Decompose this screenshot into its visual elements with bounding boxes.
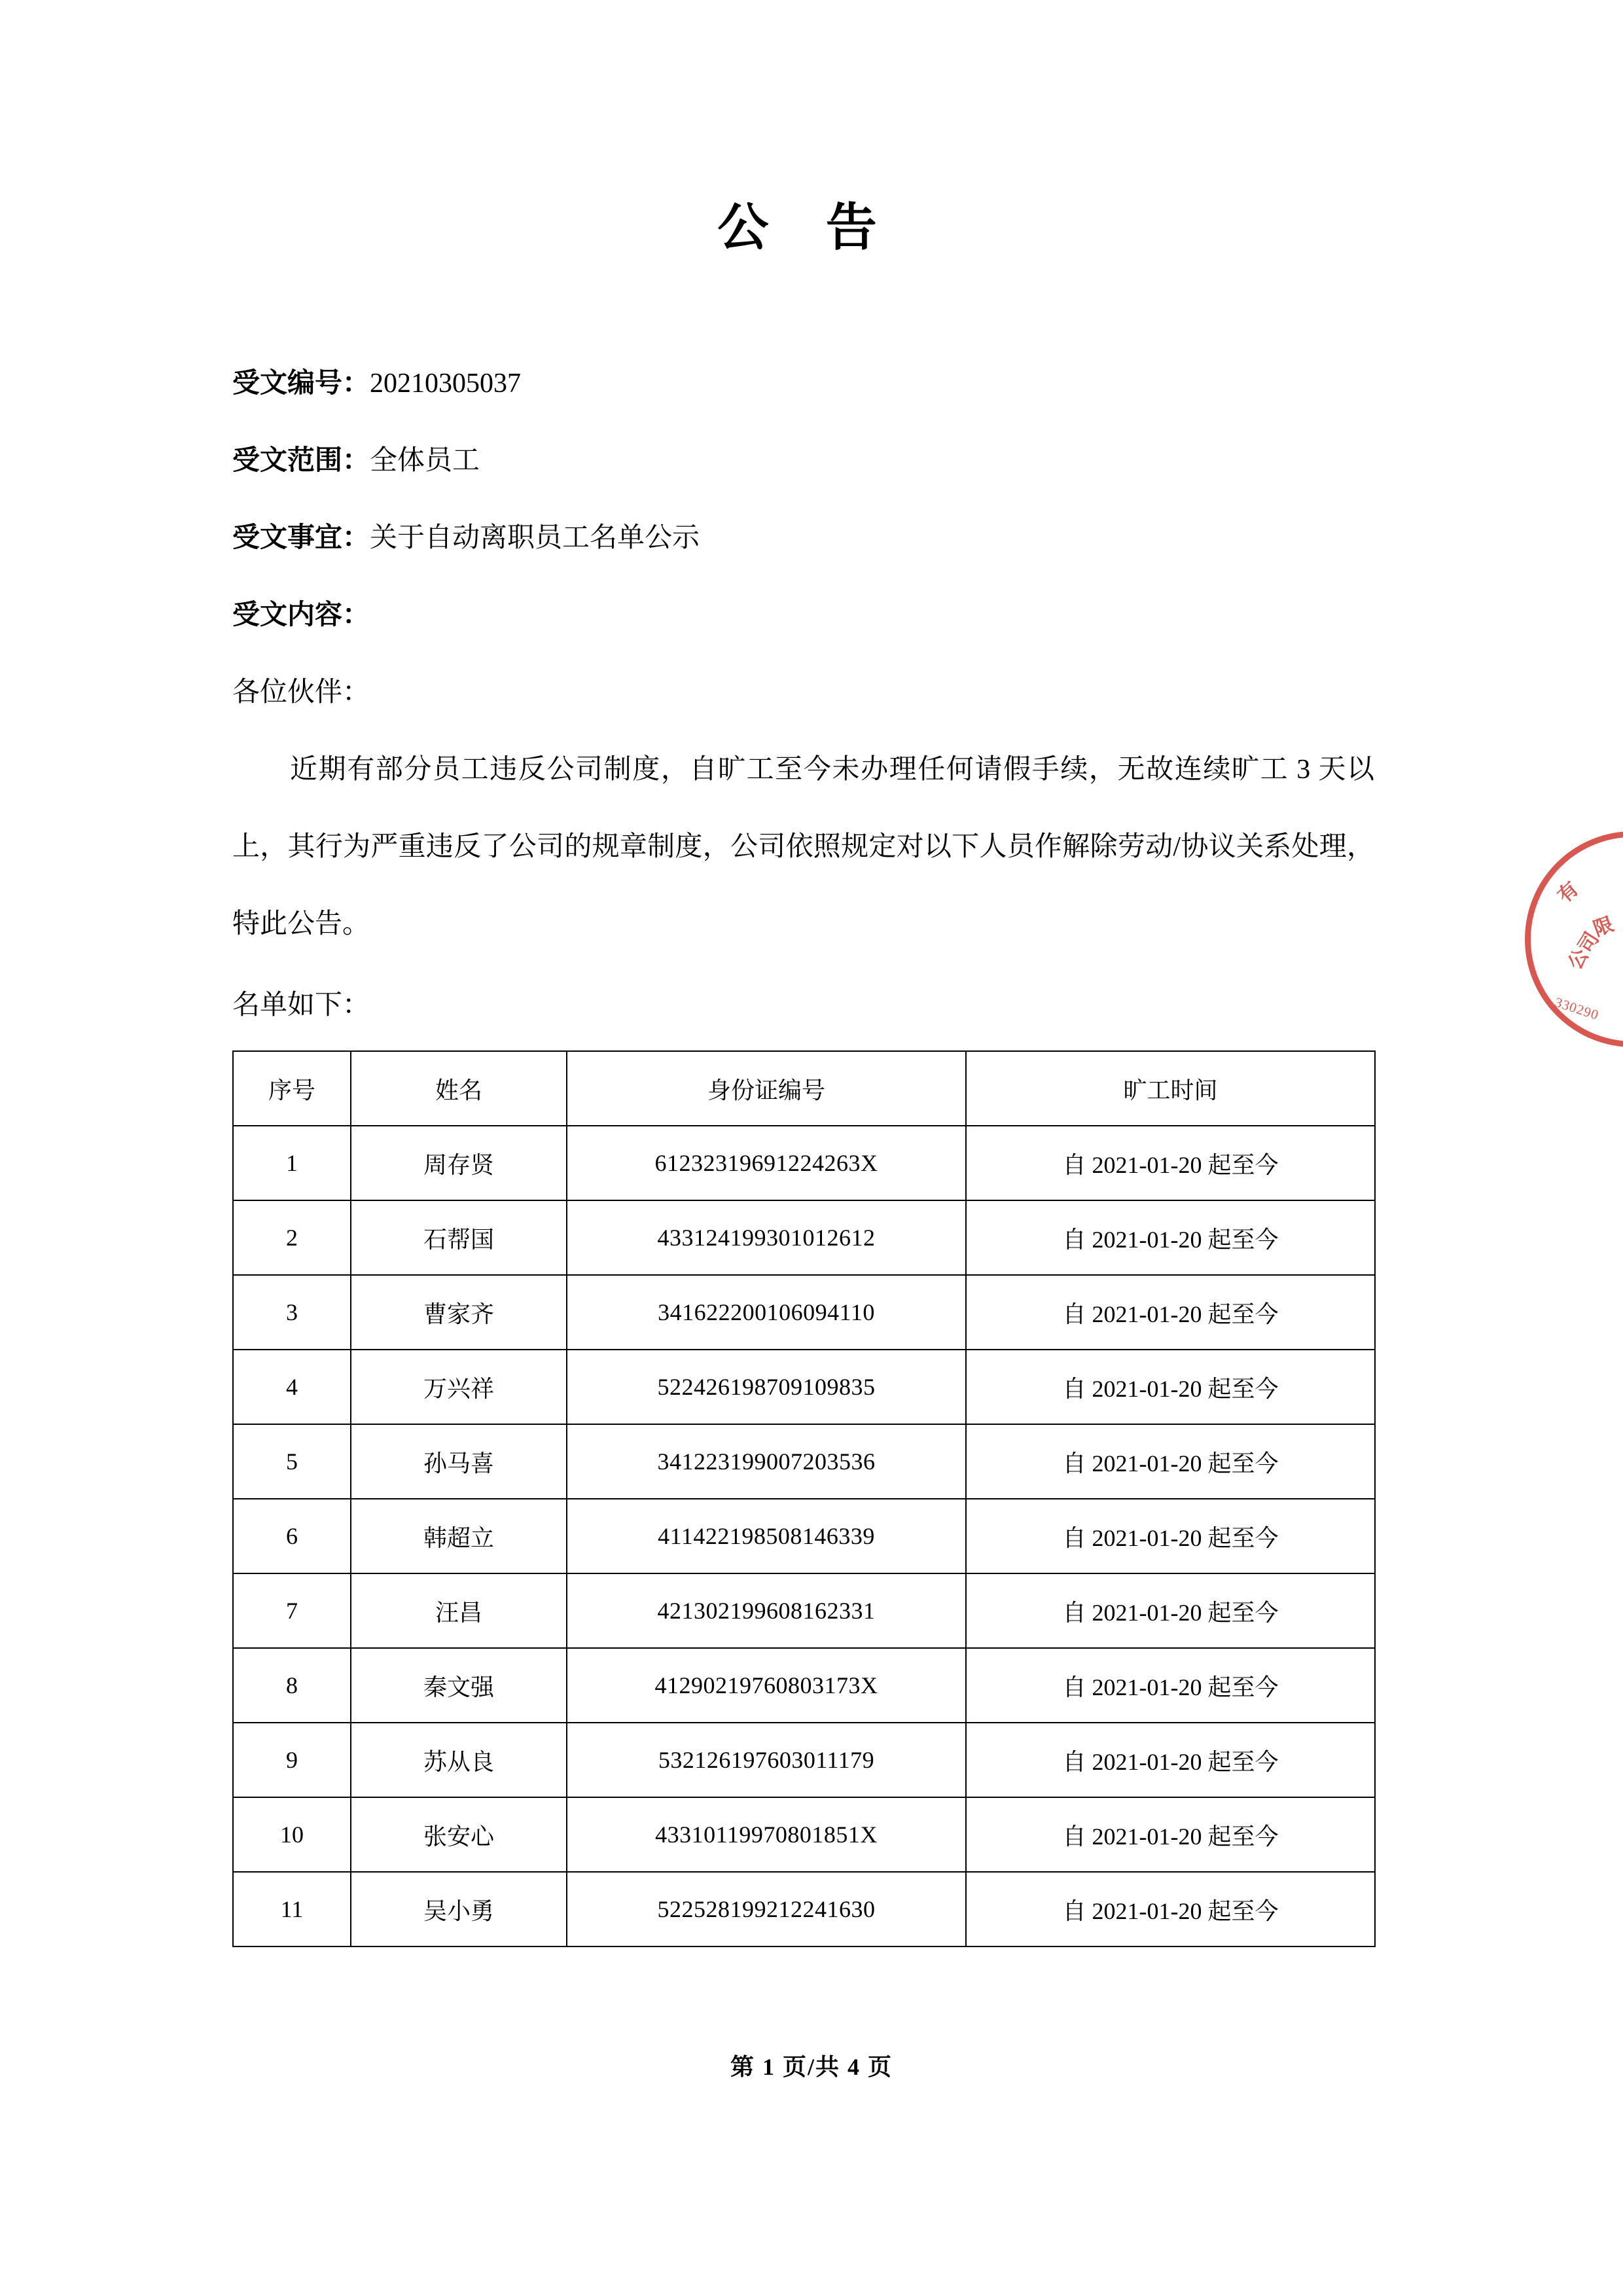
- cell-index: 8: [233, 1648, 351, 1723]
- table-row: [233, 1350, 1375, 1424]
- cell-time: 自 2021-01-20 起至今: [966, 1275, 1375, 1350]
- table-row: [233, 1200, 1375, 1275]
- meta-value-scope: 全体员工: [370, 446, 480, 476]
- cell-time: 自 2021-01-20 起至今: [966, 1350, 1375, 1424]
- meta-label-document-number: 受文编号：: [232, 368, 370, 399]
- cell-id: 41290219760803173X: [567, 1648, 966, 1723]
- table-row: [233, 1797, 1375, 1872]
- cell-time: 自 2021-01-20 起至今: [966, 1499, 1375, 1573]
- table-row: [233, 1648, 1375, 1723]
- cell-id: 421302199608162331: [567, 1573, 966, 1648]
- cell-time: 自 2021-01-20 起至今: [966, 1797, 1375, 1872]
- cell-time: 自 2021-01-20 起至今: [966, 1723, 1375, 1797]
- cell-index: 2: [233, 1200, 351, 1275]
- cell-name: 孙马喜: [351, 1424, 567, 1499]
- meta-value-subject: 关于自动离职员工名单公示: [370, 523, 700, 553]
- body-paragraph: 近期有部分员工违反公司制度，自旷工至今未办理任何请假手续，无故连续旷工 3 天以上，其行为严重违反了公司的规章制度，公司依照规定对以下人员作解除劳动/协议关系处理，特此公告。: [232, 755, 1374, 939]
- cell-id: 522426198709109835: [567, 1350, 966, 1424]
- seal-number: 330290: [1553, 994, 1601, 1024]
- cell-name: 吴小勇: [351, 1872, 567, 1946]
- cell-index: 7: [233, 1573, 351, 1648]
- meta-label-scope: 受文范围：: [232, 446, 370, 476]
- meta-row-content: [232, 577, 1384, 654]
- cell-name: 秦文强: [351, 1648, 567, 1723]
- document-content: [232, 0, 1384, 1947]
- cell-name: 苏从良: [351, 1723, 567, 1797]
- table-row: [233, 1275, 1375, 1350]
- cell-id: 522528199212241630: [567, 1872, 966, 1946]
- cell-name: 万兴祥: [351, 1350, 567, 1424]
- employee-table: [232, 1050, 1376, 1947]
- table-row: [233, 1126, 1375, 1200]
- column-header-id: 身份证编号: [567, 1051, 966, 1126]
- page-title: 公 告: [717, 199, 899, 256]
- column-header-index: 序号: [233, 1051, 351, 1126]
- cell-id: 433124199301012612: [567, 1200, 966, 1275]
- cell-name: 张安心: [351, 1797, 567, 1872]
- meta-label-subject: 受文事宜：: [232, 523, 370, 553]
- page-footer: 第 1 页/共 4 页: [730, 2054, 893, 2080]
- cell-name: 周存贤: [351, 1126, 567, 1200]
- cell-index: 1: [233, 1126, 351, 1200]
- table-row: [233, 1573, 1375, 1648]
- seal-text-line-3: 公司: [1564, 928, 1603, 974]
- column-header-time: 旷工时间: [966, 1051, 1375, 1126]
- cell-time: 自 2021-01-20 起至今: [966, 1126, 1375, 1200]
- cell-time: 自 2021-01-20 起至今: [966, 1424, 1375, 1499]
- cell-id: 61232319691224263X: [567, 1126, 966, 1200]
- cell-index: 10: [233, 1797, 351, 1872]
- cell-id: 341622200106094110: [567, 1275, 966, 1350]
- seal-text-line-1: 有: [1554, 878, 1583, 907]
- table-row: [233, 1872, 1375, 1946]
- cell-index: 11: [233, 1872, 351, 1946]
- cell-time: 自 2021-01-20 起至今: [966, 1872, 1375, 1946]
- cell-id: 411422198508146339: [567, 1499, 966, 1573]
- cell-time: 自 2021-01-20 起至今: [966, 1200, 1375, 1275]
- cell-index: 4: [233, 1350, 351, 1424]
- cell-index: 5: [233, 1424, 351, 1499]
- cell-name: 石帮国: [351, 1200, 567, 1275]
- cell-id: 532126197603011179: [567, 1723, 966, 1797]
- meta-row-subject: [232, 499, 1384, 577]
- salutation: 各位伙伴：: [232, 677, 370, 708]
- cell-name: 汪昌: [351, 1573, 567, 1648]
- table-row: [233, 1723, 1375, 1797]
- cell-name: 曹家齐: [351, 1275, 567, 1350]
- meta-label-content: 受文内容：: [232, 600, 370, 630]
- table-row: [233, 1499, 1375, 1573]
- meta-row-scope: [232, 422, 1384, 499]
- company-seal-stamp: [1525, 831, 1623, 1047]
- seal-text-line-2: 限: [1590, 913, 1616, 941]
- cell-name: 韩超立: [351, 1499, 567, 1573]
- table-header-row: [233, 1051, 1375, 1126]
- cell-id: 341223199007203536: [567, 1424, 966, 1499]
- list-lead: 名单如下：: [232, 990, 370, 1020]
- seal-inner: [1531, 837, 1623, 1041]
- cell-time: 自 2021-01-20 起至今: [966, 1573, 1375, 1648]
- meta-value-document-number: 20210305037: [370, 368, 522, 399]
- cell-id: 43310119970801851X: [567, 1797, 966, 1872]
- column-header-name: 姓名: [351, 1051, 567, 1126]
- cell-index: 3: [233, 1275, 351, 1350]
- meta-row-document-number: [232, 345, 1384, 422]
- table-row: [233, 1424, 1375, 1499]
- cell-index: 6: [233, 1499, 351, 1573]
- cell-index: 9: [233, 1723, 351, 1797]
- cell-time: 自 2021-01-20 起至今: [966, 1648, 1375, 1723]
